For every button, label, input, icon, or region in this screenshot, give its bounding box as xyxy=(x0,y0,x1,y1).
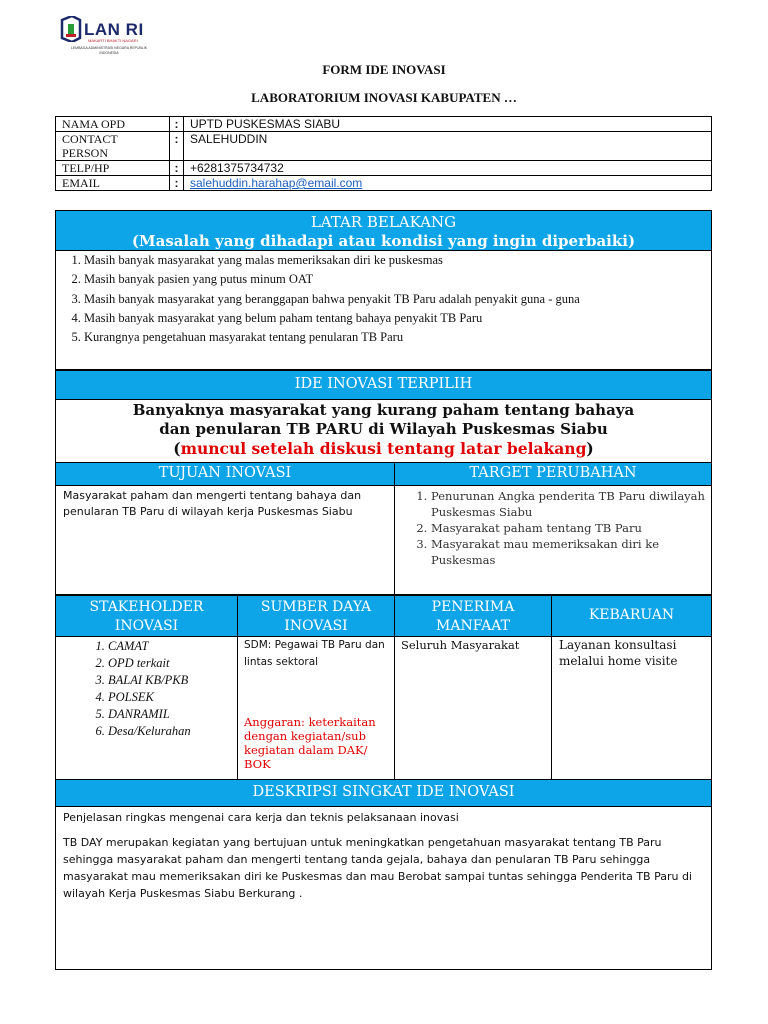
info-table xyxy=(55,116,712,191)
list-item: 4. Masih banyak masyarakat yang belum paham tentang bahaya penyakit TB Paru xyxy=(84,309,711,328)
stakeholder-heading: STAKEHOLDER INOVASI xyxy=(55,595,238,637)
info-colon: : xyxy=(170,176,184,191)
ide-heading: IDE INOVASI TERPILIH xyxy=(55,370,712,400)
problem-list xyxy=(56,251,711,347)
info-label: TELP/HP xyxy=(56,161,170,176)
info-value: +6281375734732 xyxy=(184,161,712,176)
info-value: UPTD PUSKESMAS SIABU xyxy=(184,117,712,132)
info-label: CONTACT PERSON xyxy=(56,132,170,161)
info-value xyxy=(184,176,712,191)
latar-heading: LATAR BELAKANG xyxy=(310,213,457,231)
list-item: 3. Masyarakat mau memeriksakan diri ke Puskesmas xyxy=(431,536,711,568)
list-item: 2. OPD terkait xyxy=(108,655,237,672)
penerima-text: Seluruh Masyarakat xyxy=(401,638,520,652)
list-item: 5. DANRAMIL xyxy=(108,706,237,723)
target-list xyxy=(395,488,711,568)
ide-note-open: ( xyxy=(173,439,181,458)
sumber-anggaran: Anggaran: keterkaitan dengan kegiatan/sub kegiatan dalam DAK/ BOK xyxy=(244,715,376,771)
email-link[interactable]: salehuddin.harahap@email.com xyxy=(190,176,363,190)
logo-text: LAN RI xyxy=(84,20,144,39)
info-row-telp xyxy=(56,161,712,176)
info-colon: : xyxy=(170,117,184,132)
ide-text: Banyaknya masyarakat yang kurang paham tentang bahaya dan penularan TB PARU di Wilayah Puskesmas Siabu xyxy=(132,401,635,438)
ide-note: muncul setelah diskusi tentang latar belakang xyxy=(180,439,587,458)
kebaruan-heading: KEBARUAN xyxy=(551,595,712,637)
list-item: 3. BALAI KB/PKB xyxy=(108,672,237,689)
stakeholder-body xyxy=(55,636,238,780)
info-value: SALEHUDDIN xyxy=(184,132,712,161)
tujuan-text: Masyarakat paham dan mengerti tentang bahaya dan penularan TB Paru di wilayah kerja Puskesmas Siabu xyxy=(63,489,362,518)
logo-tagline: MAKARTI BHAKTI NAGARI xyxy=(88,38,138,43)
info-colon: : xyxy=(170,161,184,176)
info-row-opd xyxy=(56,117,712,132)
info-colon: : xyxy=(170,132,184,161)
list-item: 5. Kurangnya pengetahuan masyarakat tentang penularan TB Paru xyxy=(84,328,711,347)
deskripsi-body xyxy=(55,806,712,970)
sumber-sdm: SDM: Pegawai TB Paru dan lintas sektoral xyxy=(244,639,385,668)
deskripsi-heading: DESKRIPSI SINGKAT IDE INOVASI xyxy=(55,779,712,807)
deskripsi-text: TB DAY merupakan kegiatan yang bertujuan untuk meningkatkan pengetahuan masyarakat tentang TB Paru sehingga masyarakat paham dan mengerti tentang tanda gejala, bahaya dan penularan TB Paru sehingga masyarakat mau memeriksakan diri ke Puskesmas dan mau Berobat sampai tuntas sehingga Penderita TB Paru di wilayah Kerja Puskesmas Siabu Berkurang . xyxy=(63,836,692,900)
latar-body xyxy=(55,250,712,370)
info-label: NAMA OPD xyxy=(56,117,170,132)
deskripsi-intro: Penjelasan ringkas mengenai cara kerja dan teknis pelaksanaan inovasi xyxy=(63,811,459,824)
tujuan-body xyxy=(55,485,395,595)
list-item: 4. POLSEK xyxy=(108,689,237,706)
penerima-body xyxy=(394,636,552,780)
target-heading: TARGET PERUBAHAN xyxy=(394,462,712,486)
ide-text-block xyxy=(56,401,711,458)
ide-note-close: ) xyxy=(586,439,594,458)
info-row-email xyxy=(56,176,712,191)
list-item: 2. Masyarakat paham tentang TB Paru xyxy=(431,520,711,536)
list-item: 3. Masih banyak masyarakat yang beranggapan bahwa penyakit TB Paru adalah penyakit guna - guna xyxy=(84,290,711,309)
page-title: FORM IDE INOVASI xyxy=(322,62,446,77)
kebaruan-text: Layanan konsultasi melalui home visite xyxy=(559,638,678,668)
logo-subtitle: LEMBAGA ADMINISTRASI NEGARA REPUBLIK INDONESIA xyxy=(70,46,148,55)
info-row-contact xyxy=(56,132,712,161)
list-item: 6. Desa/Kelurahan xyxy=(108,723,237,740)
sumber-heading: SUMBER DAYA INOVASI xyxy=(237,595,395,637)
page-subtitle: LABORATORIUM INOVASI KABUPATEN … xyxy=(251,90,517,105)
ide-note-line xyxy=(56,439,711,458)
stakeholder-list xyxy=(56,638,237,740)
latar-header xyxy=(55,210,712,251)
sumber-body xyxy=(237,636,395,780)
list-item: 2. Masih banyak pasien yang putus minum OAT xyxy=(84,270,711,289)
list-item: 1. CAMAT xyxy=(108,638,237,655)
penerima-heading: PENERIMA MANFAAT xyxy=(394,595,552,637)
lan-logo xyxy=(60,14,150,60)
list-item: 1. Penurunan Angka penderita TB Paru diwilayah Puskesmas Siabu xyxy=(431,488,711,520)
tujuan-heading: TUJUAN INOVASI xyxy=(55,462,395,486)
target-body xyxy=(394,485,712,595)
list-item: 1. Masih banyak masyarakat yang malas memeriksakan diri ke puskesmas xyxy=(84,251,711,270)
info-label: EMAIL xyxy=(56,176,170,191)
kebaruan-body xyxy=(551,636,712,780)
lan-logo-mark-icon xyxy=(60,16,82,42)
latar-subheading: (Masalah yang dihadapi atau kondisi yang ingin diperbaiki) xyxy=(131,232,636,250)
